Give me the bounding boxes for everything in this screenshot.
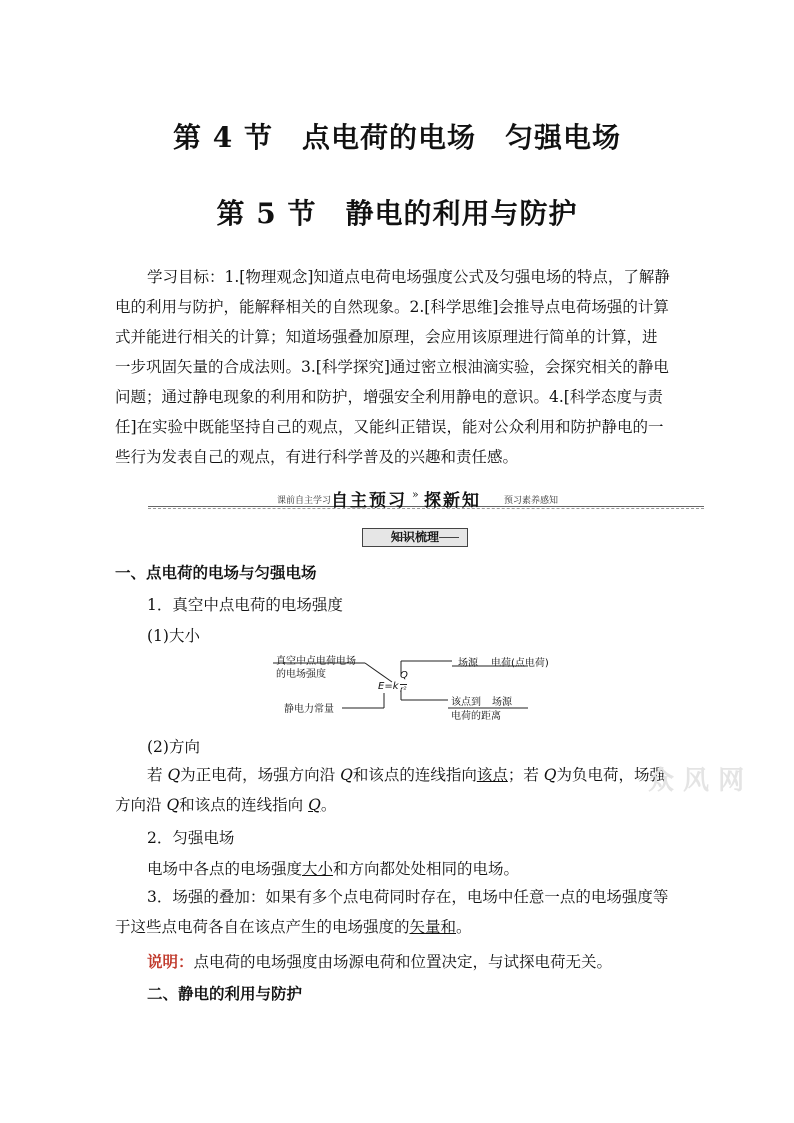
note-text: 点电荷的电场强度由场源电荷和位置决定，与试探电荷无关。: [193, 953, 613, 971]
objectives-line: 些行为发表自己的观点，有进行科学普及的兴趣和责任感。: [115, 448, 519, 466]
lesson-title-2: 第 5 节 静电的利用与防护: [216, 197, 578, 230]
lesson-title-1: 第 4 节 点电荷的电场 匀强电场: [173, 121, 621, 154]
text-run: 若: [147, 766, 168, 784]
text-run: ；若: [507, 766, 544, 784]
banner-main-label: 自主预习: [331, 491, 407, 511]
text-run: 于这些点电荷各自在该点产生的电场强度的: [115, 918, 410, 936]
objectives-line: 问题；通过静电现象的利用和防护，增强安全利用静电的意识。4.[科学态度与责: [115, 388, 663, 406]
sub-heading-direction: (2)方向: [147, 738, 200, 756]
objectives-line: 一步巩固矢量的合成法则。3.[科学探究]通过密立根油滴实验，会探究相关的静电: [115, 358, 669, 376]
diagram-label-field-strength: 真空中点电荷电场: [276, 656, 356, 667]
superposition-paragraph: [115, 882, 683, 942]
objectives-line: 任]在实验中既能坚持自己的观点，又能纠正错误，能对公众利用和防护静电的一: [115, 418, 664, 436]
text-run: 和方向都处处相同的电场。: [333, 860, 520, 878]
diagram-label-distance-c: 电荷的距离: [451, 711, 501, 722]
direction-paragraph: [115, 760, 683, 820]
item-heading-2: 2．匀强电场: [147, 829, 235, 847]
text-run: 为负电荷，场强: [556, 766, 666, 784]
learning-objectives: [115, 262, 683, 472]
symbol-Q: Q: [340, 766, 353, 784]
knowledge-tag: 知识梳理: [362, 528, 468, 547]
text-run: 电场中各点的电场强度: [147, 860, 303, 878]
answer-blank: 大小: [302, 860, 334, 878]
section-heading-1: 一、点电荷的电场与匀强电场: [115, 563, 317, 582]
text-run: 。: [320, 796, 337, 814]
formula-Q: Q: [400, 670, 408, 681]
answer-blank: 矢量和: [409, 918, 457, 936]
symbol-Q: Q: [543, 766, 557, 784]
formula-r-squared: r²: [400, 685, 407, 694]
formula-E-k: E=k: [378, 681, 399, 692]
symbol-Q: Q: [166, 796, 180, 814]
banner-right-label: 预习素养感知: [504, 496, 559, 506]
diagram-label-point-charge: 电荷(点电荷): [491, 658, 549, 669]
superposition-line-2: [115, 912, 683, 942]
text-run: 和该点的连线指向: [179, 796, 309, 814]
note-label: 说明：: [147, 952, 194, 971]
text-run: 。: [456, 918, 472, 936]
uniform-field-definition: [147, 857, 519, 879]
answer-blank: 该点: [476, 766, 508, 784]
text-run: 为正电荷，场强方向沿: [180, 766, 341, 784]
symbol-Q: Q: [167, 766, 181, 784]
section-banner: [148, 487, 704, 511]
banner-main-label-2: 探新知: [424, 491, 481, 511]
diagram-label-constant: 静电力常量: [284, 704, 334, 715]
diagram-label-distance-a: 该点到: [451, 697, 481, 708]
sub-heading-size: (1)大小: [147, 627, 200, 645]
watermark: 众 风 网: [648, 766, 745, 796]
diagram-label-field-strength-2: 的电场强度: [276, 669, 326, 680]
coulomb-field-formula-diagram: [270, 648, 560, 728]
text-run: 和该点的连线指向: [352, 766, 477, 784]
banner-arrow-icon: »: [412, 488, 419, 501]
direction-line-2: [115, 790, 683, 820]
objectives-line: 式并能进行相关的计算；知道场强叠加原理，会应用该原理进行简单的计算，进: [115, 328, 658, 346]
note: [147, 950, 612, 972]
answer-blank: Q: [308, 796, 321, 814]
section-heading-2: 二、静电的利用与防护: [147, 984, 303, 1003]
banner-left-label: 课前自主学习: [277, 496, 332, 506]
diagram-label-distance-b: 场源: [492, 697, 512, 708]
objectives-line: 电的利用与防护，能解释相关的自然现象。2.[科学思维]会推导点电荷场强的计算: [115, 298, 669, 316]
diagram-label-source: 场源: [458, 658, 478, 669]
objectives-line: 学习目标：1.[物理观念]知道点电荷电场强度公式及匀强电场的特点，了解静: [147, 268, 670, 286]
item-heading-1: 1．真空中点电荷的电场强度: [147, 596, 343, 614]
text-run: 3．场强的叠加：如果有多个点电荷同时存在，电场中任意一点的电场强度等: [147, 888, 669, 906]
text-run: 方向沿: [115, 796, 167, 814]
